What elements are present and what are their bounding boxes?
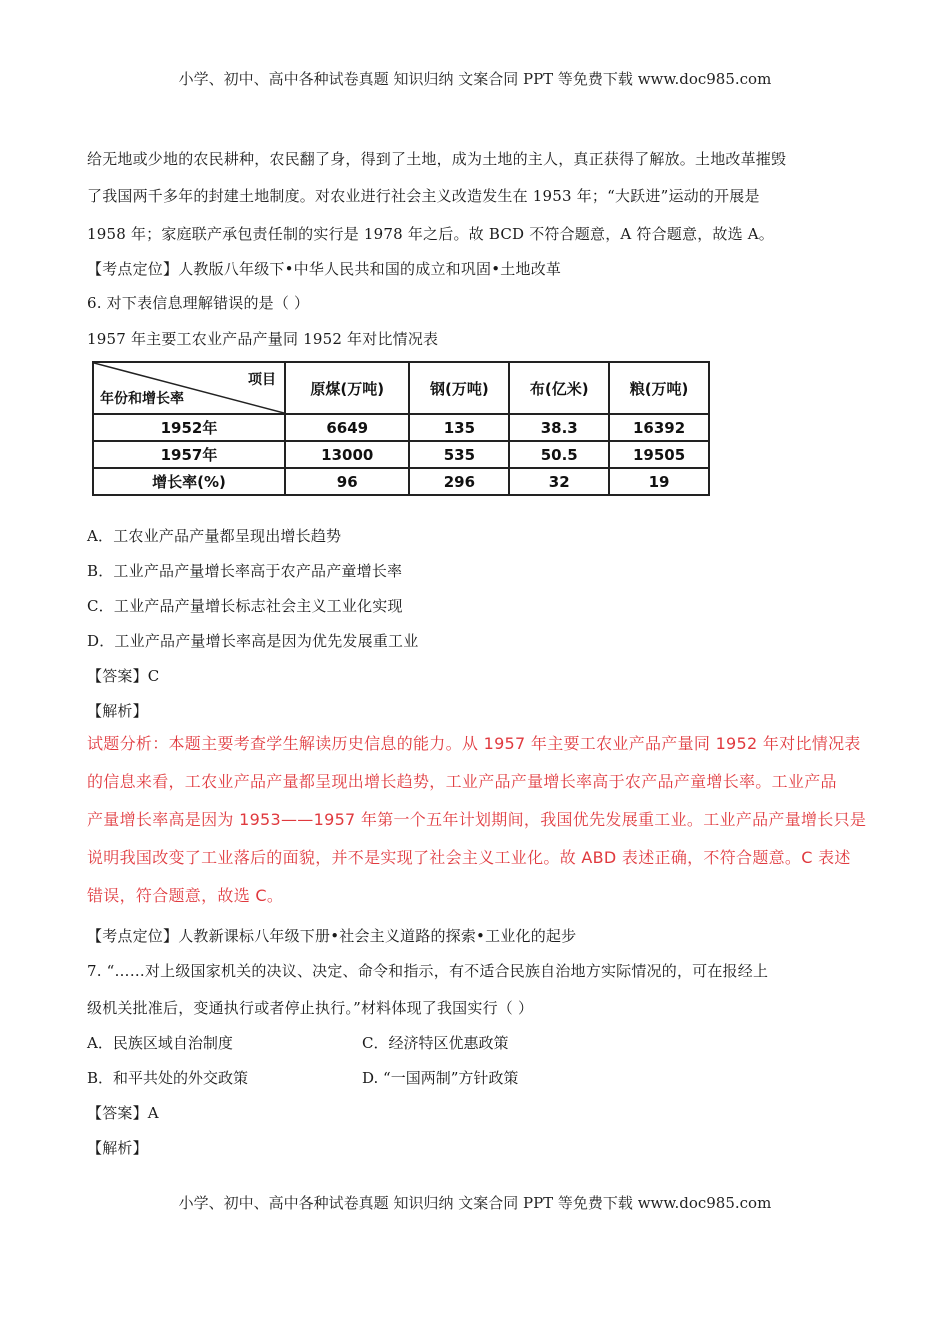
intro-line-3: 1958 年；家庭联产承包责任制的实行是 1978 年之后。故 BCD 不符合题意，A 符合题意，故选 A。 (87, 225, 774, 243)
table-cell: 535 (409, 441, 509, 468)
q6-option-a: A．工农业产品产量都呈现出增长趋势 (87, 527, 342, 545)
table-row (93, 441, 709, 468)
table-cell: 16392 (609, 414, 709, 441)
production-table (92, 361, 710, 496)
row-label: 1952年 (93, 414, 285, 441)
q7-option-b: B．和平共处的外交政策 (87, 1069, 249, 1087)
q6-analysis-line-4: 说明我国改变了工业落后的面貌，并不是实现了社会主义工业化。故 ABD 表述正确，不符合题意。C 表述 (87, 848, 851, 867)
table-cell: 135 (409, 414, 509, 441)
row-label: 1957年 (93, 441, 285, 468)
table-row (93, 468, 709, 495)
q6-table-title: 1957 年主要工农业产品产量同 1952 年对比情况表 (87, 330, 439, 348)
corner-bottom-label: 年份和增长率 (100, 391, 184, 407)
table-cell: 13000 (285, 441, 409, 468)
table-cell: 32 (509, 468, 609, 495)
table-cell: 296 (409, 468, 509, 495)
intro-line-2: 了我国两千多年的封建土地制度。对农业进行社会主义改造发生在 1953 年；“大跃进”运动的开展是 (87, 187, 760, 205)
table-cell: 38.3 (509, 414, 609, 441)
table-cell: 96 (285, 468, 409, 495)
row-label: 增长率(%) (93, 468, 285, 495)
q6-answer: 【答案】C (87, 667, 160, 685)
q6-analysis-line-2: 的信息来看，工农业产品产量都呈现出增长趋势，工业产品产量增长率高于农产品产童增长率。工业产品 (87, 772, 837, 791)
q7-option-d: D. “一国两制”方针政策 (362, 1069, 519, 1087)
table-cell: 19 (609, 468, 709, 495)
corner-top-label: 项目 (248, 372, 276, 388)
q6-kaodian: 【考点定位】人教新课标八年级下册•社会主义道路的探索•工业化的起步 (87, 927, 577, 945)
q7-stem-line-2: 级机关批准后，变通执行或者停止执行。”材料体现了我国实行（ ） (87, 999, 534, 1017)
kaodian-5: 【考点定位】人教版八年级下•中华人民共和国的成立和巩固•土地改革 (87, 260, 562, 278)
q6-stem: 6. 对下表信息理解错误的是（ ） (87, 294, 310, 312)
col-header-grain: 粮(万吨) (609, 362, 709, 414)
col-header-coal: 原煤(万吨) (285, 362, 409, 414)
table-corner-cell (93, 362, 285, 414)
col-header-cloth: 布(亿米) (509, 362, 609, 414)
page-header: 小学、初中、高中各种试卷真题 知识归纳 文案合同 PPT 等免费下载 www.doc985.com (178, 70, 772, 88)
q6-analysis-line-3: 产量增长率高是因为 1953——1957 年第一个五年计划期间，我国优先发展重工业。工业产品产量增长只是 (87, 810, 867, 829)
q6-analysis-label: 【解析】 (87, 702, 148, 720)
q7-option-c: C．经济特区优惠政策 (362, 1034, 509, 1052)
table-cell: 6649 (285, 414, 409, 441)
q6-analysis-line-1: 试题分析：本题主要考查学生解读历史信息的能力。从 1957 年主要工农业产品产量同 1952 年对比情况表 (87, 734, 861, 753)
table-cell: 50.5 (509, 441, 609, 468)
q7-answer: 【答案】A (87, 1104, 159, 1122)
q7-option-a: A．民族区域自治制度 (87, 1034, 233, 1052)
q7-analysis-label: 【解析】 (87, 1139, 148, 1157)
intro-line-1: 给无地或少地的农民耕种，农民翻了身，得到了土地，成为土地的主人，真正获得了解放。土地改革摧毁 (87, 150, 787, 168)
col-header-steel: 钢(万吨) (409, 362, 509, 414)
q6-option-c: C．工业产品产量增长标志社会主义工业化实现 (87, 597, 403, 615)
table-row (93, 414, 709, 441)
q6-option-b: B．工业产品产量增长率高于农产品产童增长率 (87, 562, 403, 580)
q7-stem-line-1: 7. “……对上级国家机关的决议、决定、命令和指示，有不适合民族自治地方实际情况的，可在报经上 (87, 962, 769, 980)
table-cell: 19505 (609, 441, 709, 468)
q6-analysis-line-5: 错误，符合题意，故选 C。 (87, 886, 284, 905)
q6-option-d: D．工业产品产量增长率高是因为优先发展重工业 (87, 632, 419, 650)
page-footer: 小学、初中、高中各种试卷真题 知识归纳 文案合同 PPT 等免费下载 www.doc985.com (178, 1194, 772, 1212)
